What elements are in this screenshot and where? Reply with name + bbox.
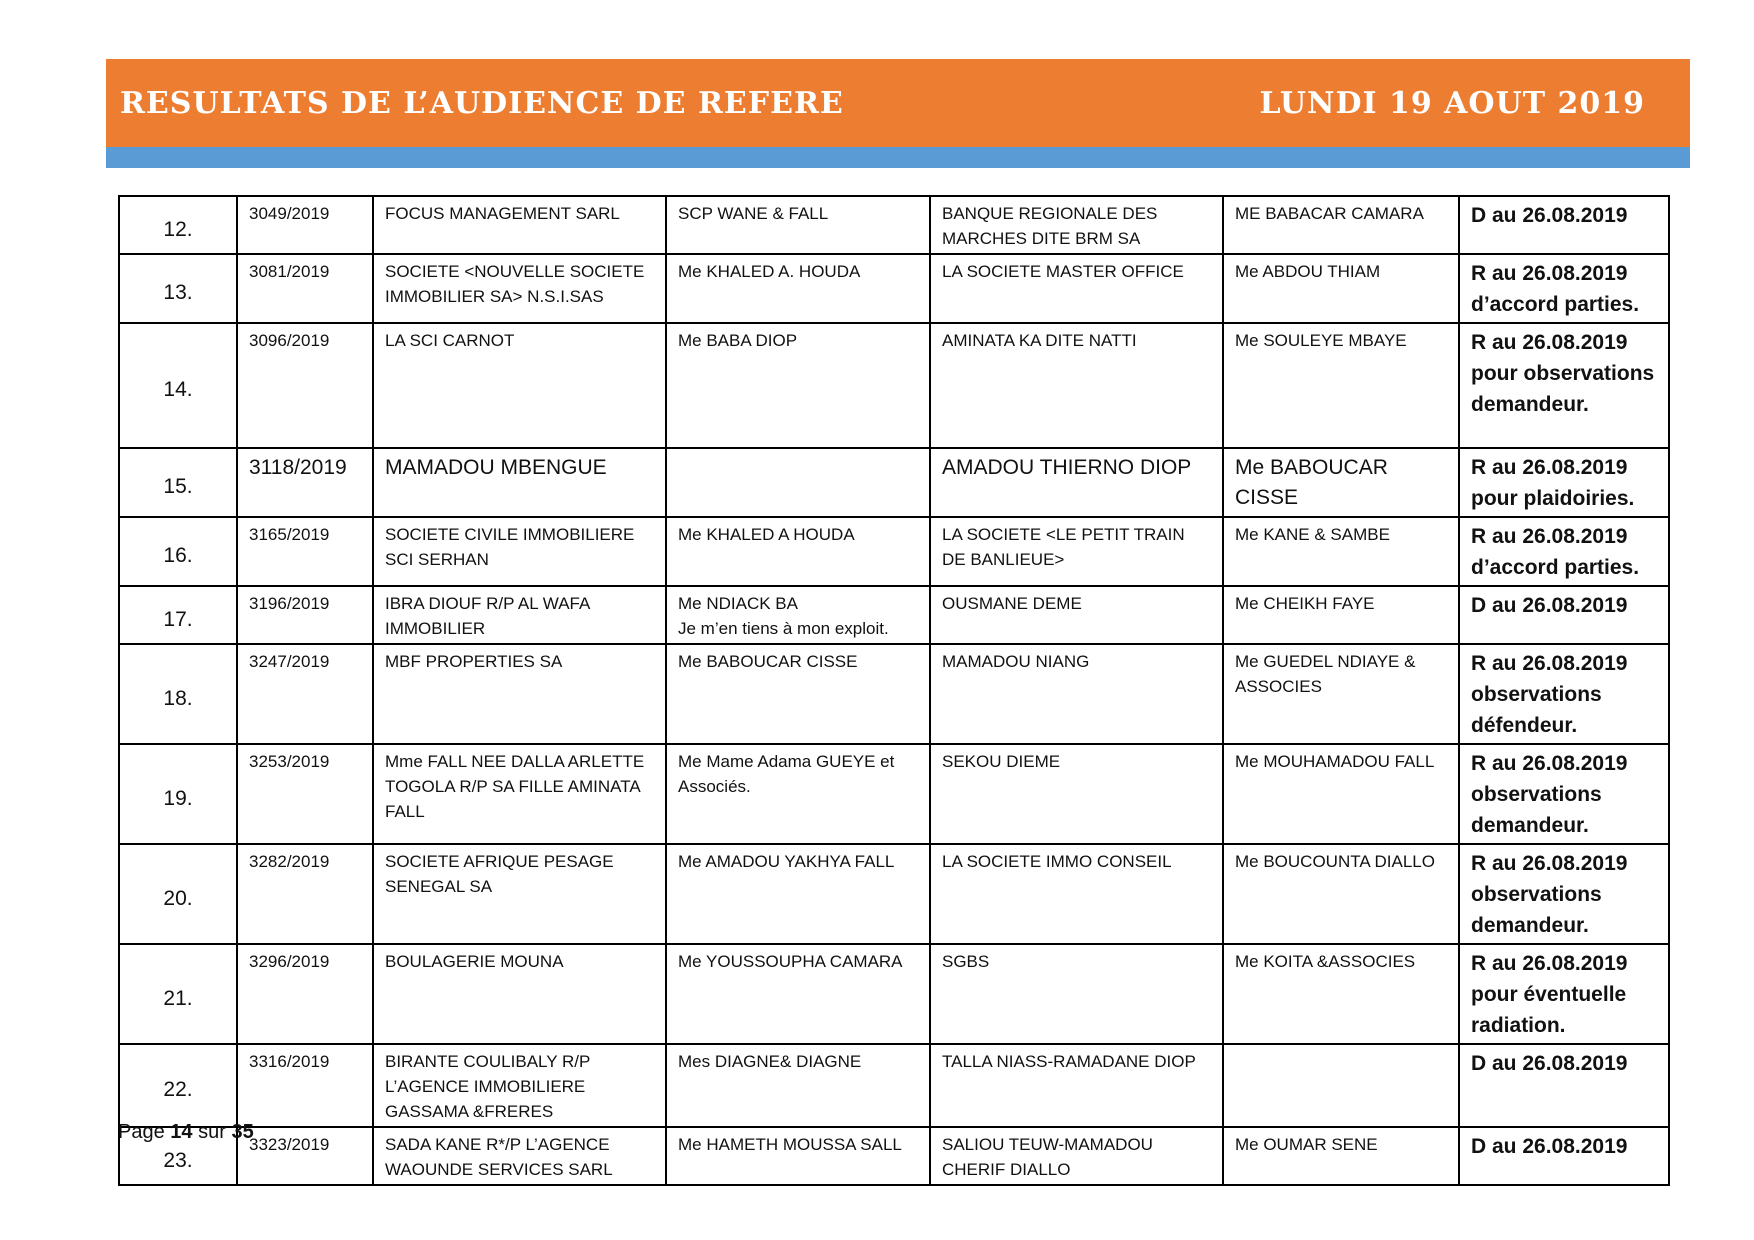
case-number: 23. [119,1127,237,1185]
decision: R au 26.08.2019 observations défendeur. [1459,644,1669,744]
table-row [119,517,1669,586]
plaintiff: LA SCI CARNOT [373,323,666,448]
defendant: AMADOU THIERNO DIOP [930,448,1223,517]
table-row [119,196,1669,254]
case-reference: 3118/2019 [237,448,373,517]
plaintiff-lawyer: Me YOUSSOUPHA CAMARA [666,944,930,1044]
defendant-lawyer: Me GUEDEL NDIAYE & ASSOCIES [1223,644,1459,744]
defendant: LA SOCIETE IMMO CONSEIL [930,844,1223,944]
plaintiff: Mme FALL NEE DALLA ARLETTE TOGOLA R/P SA FILLE AMINATA FALL [373,744,666,844]
case-number: 22. [119,1044,237,1127]
plaintiff: MAMADOU MBENGUE [373,448,666,517]
defendant: SALIOU TEUW-MAMADOU CHERIF DIALLO [930,1127,1223,1185]
table-row [119,323,1669,448]
defendant: OUSMANE DEME [930,586,1223,644]
decision: D au 26.08.2019 [1459,196,1669,254]
table-row [119,448,1669,517]
case-reference: 3081/2019 [237,254,373,323]
defendant: SGBS [930,944,1223,1044]
defendant-lawyer [1223,1044,1459,1127]
defendant-lawyer: Me KANE & SAMBE [1223,517,1459,586]
defendant: BANQUE REGIONALE DES MARCHES DITE BRM SA [930,196,1223,254]
defendant-lawyer: Me SOULEYE MBAYE [1223,323,1459,448]
table-row [119,1127,1669,1185]
hearing-date: LUNDI 19 AOUT 2019 [1259,85,1645,121]
case-number: 14. [119,323,237,448]
defendant: MAMADOU NIANG [930,644,1223,744]
plaintiff: MBF PROPERTIES SA [373,644,666,744]
defendant-lawyer: Me BOUCOUNTA DIALLO [1223,844,1459,944]
case-number: 18. [119,644,237,744]
decision: R au 26.08.2019 observations demandeur. [1459,744,1669,844]
decision: D au 26.08.2019 [1459,1044,1669,1127]
plaintiff: FOCUS MANAGEMENT SARL [373,196,666,254]
decision: R au 26.08.2019 d’accord parties. [1459,254,1669,323]
plaintiff-lawyer: Mes DIAGNE& DIAGNE [666,1044,930,1127]
defendant: LA SOCIETE MASTER OFFICE [930,254,1223,323]
defendant-lawyer: Me KOITA &ASSOCIES [1223,944,1459,1044]
page-current: 14 [170,1121,193,1143]
plaintiff-lawyer: Me AMADOU YAKHYA FALL [666,844,930,944]
case-reference: 3316/2019 [237,1044,373,1127]
page-total: 35 [231,1121,254,1143]
case-reference: 3049/2019 [237,196,373,254]
plaintiff: BIRANTE COULIBALY R/P L’AGENCE IMMOBILIERE GASSAMA &FRERES [373,1044,666,1127]
page-label: Page [118,1121,165,1143]
decision: D au 26.08.2019 [1459,586,1669,644]
defendant: AMINATA KA DITE NATTI [930,323,1223,448]
defendant-lawyer: Me MOUHAMADOU FALL [1223,744,1459,844]
sur-label: sur [198,1121,226,1143]
page-title: RESULTATS DE L’AUDIENCE DE REFERE [120,85,844,121]
plaintiff-lawyer: Me BABA DIOP [666,323,930,448]
case-reference: 3323/2019 [237,1127,373,1185]
table-row [119,644,1669,744]
case-reference: 3282/2019 [237,844,373,944]
decision: D au 26.08.2019 [1459,1127,1669,1185]
plaintiff: SADA KANE R*/P L’AGENCE WAOUNDE SERVICES SARL [373,1127,666,1185]
decision: R au 26.08.2019 pour observations demandeur. [1459,323,1669,448]
results-table [118,195,1670,1186]
table-row [119,586,1669,644]
decision: R au 26.08.2019 d’accord parties. [1459,517,1669,586]
table-row [119,944,1669,1044]
plaintiff: SOCIETE CIVILE IMMOBILIERE SCI SERHAN [373,517,666,586]
plaintiff-lawyer [666,448,930,517]
case-number: 15. [119,448,237,517]
plaintiff: SOCIETE AFRIQUE PESAGE SENEGAL SA [373,844,666,944]
decision: R au 26.08.2019 pour éventuelle radiation. [1459,944,1669,1044]
case-reference: 3196/2019 [237,586,373,644]
case-number: 17. [119,586,237,644]
page-footer [118,1121,254,1144]
case-number: 13. [119,254,237,323]
case-number: 12. [119,196,237,254]
table-row [119,844,1669,944]
defendant: TALLA NIASS-RAMADANE DIOP [930,1044,1223,1127]
table-row [119,254,1669,323]
case-number: 20. [119,844,237,944]
defendant-lawyer: ME BABACAR CAMARA [1223,196,1459,254]
case-number: 21. [119,944,237,1044]
plaintiff-lawyer: Me KHALED A. HOUDA [666,254,930,323]
table-row [119,1044,1669,1127]
table-row [119,744,1669,844]
defendant: SEKOU DIEME [930,744,1223,844]
header-banner [106,59,1690,147]
plaintiff: SOCIETE <NOUVELLE SOCIETE IMMOBILIER SA> N.S.I.SAS [373,254,666,323]
decision: R au 26.08.2019 pour plaidoiries. [1459,448,1669,517]
decision: R au 26.08.2019 observations demandeur. [1459,844,1669,944]
case-number: 19. [119,744,237,844]
case-number: 16. [119,517,237,586]
defendant-lawyer: Me OUMAR SENE [1223,1127,1459,1185]
plaintiff: BOULAGERIE MOUNA [373,944,666,1044]
plaintiff-lawyer: Me Mame Adama GUEYE et Associés. [666,744,930,844]
case-reference: 3296/2019 [237,944,373,1044]
defendant-lawyer: Me BABOUCAR CISSE [1223,448,1459,517]
defendant: LA SOCIETE <LE PETIT TRAIN DE BANLIEUE> [930,517,1223,586]
plaintiff: IBRA DIOUF R/P AL WAFA IMMOBILIER [373,586,666,644]
plaintiff-lawyer: Me NDIACK BA Je m’en tiens à mon exploit. [666,586,930,644]
plaintiff-lawyer: Me BABOUCAR CISSE [666,644,930,744]
header-accent-bar [106,147,1690,168]
case-reference: 3096/2019 [237,323,373,448]
case-reference: 3253/2019 [237,744,373,844]
defendant-lawyer: Me ABDOU THIAM [1223,254,1459,323]
plaintiff-lawyer: Me HAMETH MOUSSA SALL [666,1127,930,1185]
case-reference: 3247/2019 [237,644,373,744]
plaintiff-lawyer: Me KHALED A HOUDA [666,517,930,586]
defendant-lawyer: Me CHEIKH FAYE [1223,586,1459,644]
plaintiff-lawyer: SCP WANE & FALL [666,196,930,254]
case-reference: 3165/2019 [237,517,373,586]
